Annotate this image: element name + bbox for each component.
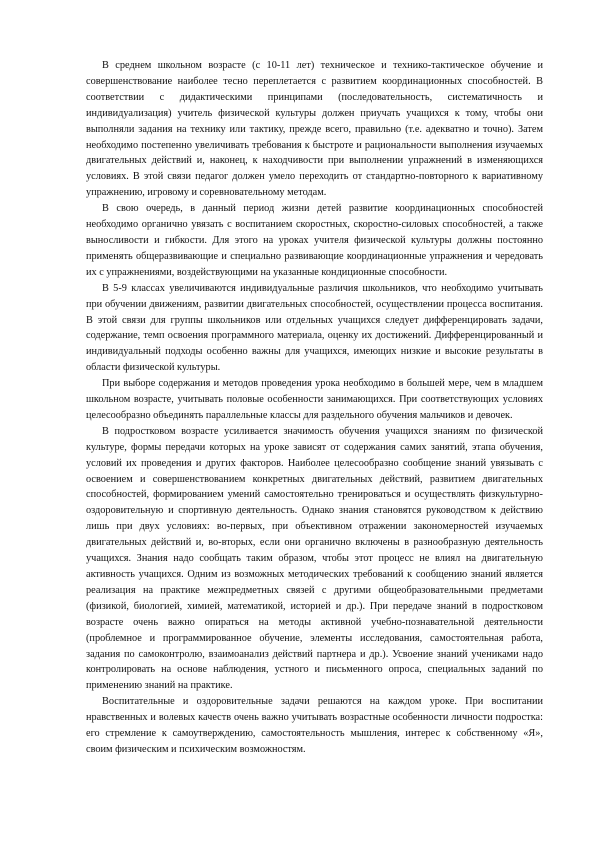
paragraph-educational-tasks: Воспитательные и оздоровительные задачи решаются на каждом уроке. При воспитании нравственных и волевых качеств очень важно учитывать возрастные особенности личности подростка: его стремление к самоутверждению, самостоятельность мышления, интерес к собственному «Я», своим физическим и психическим возможностям. (86, 696, 543, 755)
paragraph-knowledge-teaching: В подростковом возрасте усиливается значимость обучения учащихся знаниям по физической культуре, формы передачи которых на уроке зависят от содержания самих занятий, этапа обучения, условий их проведения и других факторов. Наиболее целесообразно сообщение знаний увязывать с освоением и совершенствованием конкретных двигательных действий, развитием двигательных способностей, формированием умений самостоятельно тренироваться и осуществлять физкультурно-оздоровительную и спортивную деятельность. Однако знания становятся руководством к действию лишь при двух условиях: во-первых, при объективном отражении закономерностей изучаемых двигательных действий и, во-вторых, если они органично включены в разнообразную деятельность учащихся. Знания надо сообщать таким образом, чтобы этот процесс не влиял на двигательную активность учащихся. Одним из возможных методических требований к сообщению знаний является реализация на практике межпредметных связей с другими общеобразовательными предметами (физикой, биологией, химией, математикой, историей и др.). При передаче знаний в подростковом возрасте очень важно опираться на методы активной учебно-познавательной деятельности (проблемное и программированное обучение, элементы исследования, самостоятельная работа, задания по самоконтролю, взаимоанализ действий партнера и др.). Усвоение знаний учениками надо контролировать на основе наблюдения, устного и письменного опроса, специальных заданий по применению знаний на практике. (86, 425, 543, 692)
paragraph-coordination-development: В свою очередь, в данный период жизни детей развитие координационных способностей необходимо органично увязать с воспитанием скоростных, скоростно-силовых способностей, а также выносливости и гибкости. Для этого на уроках учителя физической культуры должны постоянно применять общеразвивающие и специально развивающие координационные упражнения и чередовать их с упражнениями, воздействующими на указанные кондиционные способности. (86, 203, 543, 278)
paragraph-individual-differences: В 5-9 классах увеличиваются индивидуальные различия школьников, что необходимо учитывать при обучении движениям, развитии двигательных способностей, осуществлении процесса воспитания. В этой связи для группы школьников или отдельных учащихся следует дифференцировать задачи, содержание, темп освоения программного материала, оценку их достижений. Дифференцированный и индивидуальный подходы особенно важны для учащихся, имеющих низкие и высокие результаты в области физической культуры. (86, 282, 543, 374)
paragraph-gender-features: При выборе содержания и методов проведения урока необходимо в большей мере, чем в младшем школьном возрасте, учитывать половые особенности занимающихся. При соответствующих условиях целесообразно объединять параллельные классы для раздельного обучения мальчиков и девочек. (86, 378, 543, 421)
document-body (86, 58, 543, 758)
paragraph-coordination-training: В среднем школьном возрасте (с 10-11 лет) техническое и технико-тактическое обучение и совершенствование наиболее тесно переплетается с развитием координационных способностей. В соответствии с дидактическими принципами (последовательность, систематичность и индивидуализация) учитель физической культуры должен приучать учащихся к тому, чтобы они выполняли задания на технику или тактику, прежде всего, правильно (т.е. адекватно и точно). Затем необходимо постепенно увеличивать требования к быстроте и рациональности выполнения изучаемых двигательных действий и, наконец, к находчивости при выполнении упражнений в изменяющихся условиях. В этой связи педагог должен умело переходить от стандартно-повторного к вариативному упражнению, игровому и соревновательному методам. (86, 60, 543, 199)
